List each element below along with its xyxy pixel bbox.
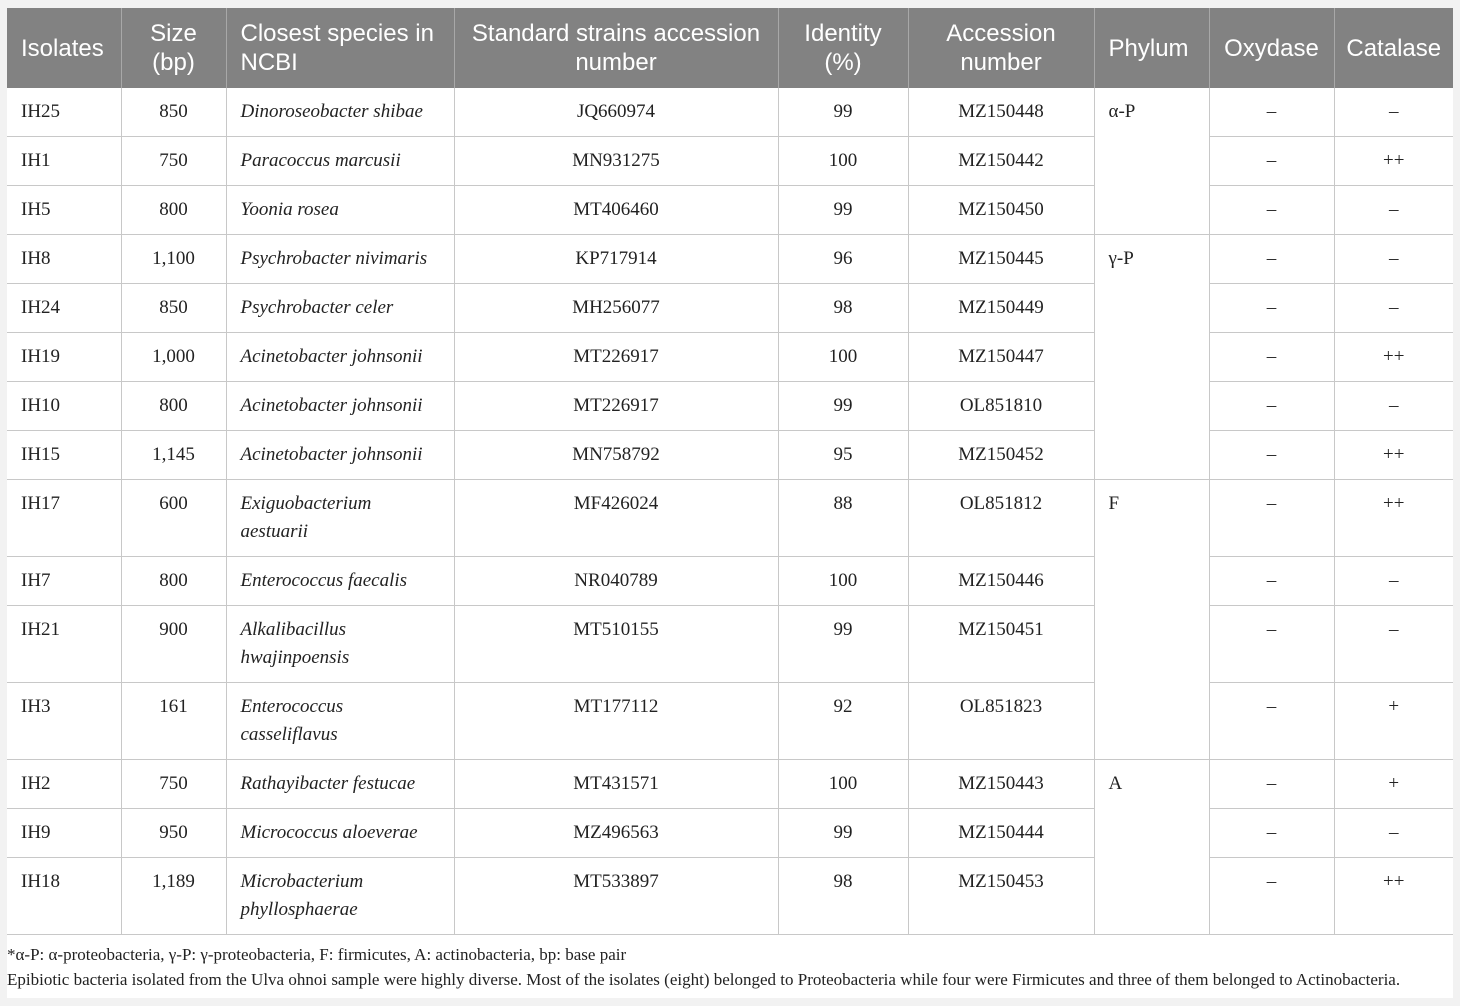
cell-isolate: IH7	[7, 557, 121, 606]
cell-isolate: IH25	[7, 88, 121, 137]
cell-phylum: A	[1094, 760, 1209, 935]
cell-isolate: IH5	[7, 186, 121, 235]
header-accession	[908, 8, 1094, 88]
cell-standard-accession: MT226917	[454, 382, 778, 431]
cell-size: 800	[121, 382, 226, 431]
cell-identity: 98	[778, 284, 908, 333]
cell-accession: MZ150451	[908, 606, 1094, 683]
cell-size: 1,100	[121, 235, 226, 284]
cell-closest-species: Psychrobacter nivimaris	[226, 235, 454, 284]
cell-size: 1,189	[121, 858, 226, 935]
header-closest-species	[226, 8, 454, 88]
cell-catalase: ++	[1334, 480, 1453, 557]
cell-closest-species: Micrococcus aloeverae	[226, 809, 454, 858]
cell-identity: 98	[778, 858, 908, 935]
cell-accession: OL851812	[908, 480, 1094, 557]
cell-standard-accession: MT226917	[454, 333, 778, 382]
cell-catalase: –	[1334, 382, 1453, 431]
cell-size: 850	[121, 88, 226, 137]
cell-oxydase: –	[1209, 431, 1334, 480]
cell-accession: MZ150448	[908, 88, 1094, 137]
cell-accession: OL851823	[908, 683, 1094, 760]
cell-size: 850	[121, 284, 226, 333]
cell-size: 161	[121, 683, 226, 760]
cell-identity: 96	[778, 235, 908, 284]
cell-isolate: IH2	[7, 760, 121, 809]
cell-identity: 100	[778, 333, 908, 382]
table-row	[7, 88, 1453, 137]
table-row	[7, 186, 1453, 235]
cell-catalase: ++	[1334, 333, 1453, 382]
header-phylum: Phylum	[1094, 8, 1209, 88]
cell-accession: MZ150446	[908, 557, 1094, 606]
cell-catalase: –	[1334, 809, 1453, 858]
cell-closest-species: Psychrobacter celer	[226, 284, 454, 333]
table-row	[7, 557, 1453, 606]
table-row	[7, 431, 1453, 480]
cell-isolate: IH1	[7, 137, 121, 186]
cell-identity: 92	[778, 683, 908, 760]
cell-oxydase: –	[1209, 382, 1334, 431]
cell-identity: 99	[778, 88, 908, 137]
cell-size: 900	[121, 606, 226, 683]
cell-accession: MZ150453	[908, 858, 1094, 935]
table-row	[7, 137, 1453, 186]
cell-standard-accession: MT177112	[454, 683, 778, 760]
cell-isolate: IH21	[7, 606, 121, 683]
cell-accession: MZ150445	[908, 235, 1094, 284]
table-body	[7, 88, 1453, 935]
cell-phylum: γ-P	[1094, 235, 1209, 480]
table-row	[7, 333, 1453, 382]
cell-oxydase: –	[1209, 186, 1334, 235]
header-size	[121, 8, 226, 88]
abbreviations-note: *α-P: α-proteobacteria, γ-P: γ-proteobacteria, F: firmicutes, A: actinobacteria, bp: base pair	[7, 945, 627, 964]
table-footnote	[7, 935, 1453, 998]
cell-identity: 99	[778, 606, 908, 683]
cell-closest-species: Microbacterium phyllosphaerae	[226, 858, 454, 935]
table-row	[7, 858, 1453, 935]
cell-identity: 95	[778, 431, 908, 480]
cell-identity: 99	[778, 186, 908, 235]
table-caption: Epibiotic bacteria isolated from the Ulva ohnoi sample were highly diverse. Most of the isolates (eight) belonged to Proteobacteria while four were Firmicutes and three of them belonged to Actinobacteria.	[7, 970, 1401, 989]
cell-oxydase: –	[1209, 557, 1334, 606]
cell-accession: MZ150450	[908, 186, 1094, 235]
cell-accession: MZ150447	[908, 333, 1094, 382]
cell-catalase: ++	[1334, 137, 1453, 186]
header-row	[7, 8, 1453, 88]
cell-closest-species: Alkalibacillus hwajinpoensis	[226, 606, 454, 683]
cell-phylum: α-P	[1094, 88, 1209, 235]
cell-catalase: –	[1334, 284, 1453, 333]
header-identity-text: Identity (%)	[804, 20, 882, 76]
cell-closest-species: Rathayibacter festucae	[226, 760, 454, 809]
cell-standard-accession: MT510155	[454, 606, 778, 683]
cell-standard-accession: MT406460	[454, 186, 778, 235]
cell-standard-accession: MN931275	[454, 137, 778, 186]
cell-isolate: IH24	[7, 284, 121, 333]
cell-catalase: ++	[1334, 431, 1453, 480]
cell-isolate: IH10	[7, 382, 121, 431]
cell-closest-species: Enterococcus casseliflavus	[226, 683, 454, 760]
cell-identity: 100	[778, 760, 908, 809]
header-standard-strains-text: Standard strains accession number	[471, 20, 761, 76]
table-row	[7, 760, 1453, 809]
cell-isolate: IH8	[7, 235, 121, 284]
cell-isolate: IH9	[7, 809, 121, 858]
cell-phylum: F	[1094, 480, 1209, 760]
cell-size: 1,000	[121, 333, 226, 382]
cell-standard-accession: NR040789	[454, 557, 778, 606]
header-identity	[778, 8, 908, 88]
cell-oxydase: –	[1209, 333, 1334, 382]
cell-closest-species: Acinetobacter johnsonii	[226, 431, 454, 480]
cell-closest-species: Paracoccus marcusii	[226, 137, 454, 186]
header-size-text: Size (bp)	[150, 20, 197, 76]
cell-isolate: IH19	[7, 333, 121, 382]
cell-size: 800	[121, 557, 226, 606]
header-standard-strains	[454, 8, 778, 88]
cell-identity: 88	[778, 480, 908, 557]
header-isolates: Isolates	[7, 8, 121, 88]
cell-catalase: –	[1334, 186, 1453, 235]
cell-size: 1,145	[121, 431, 226, 480]
cell-catalase: +	[1334, 760, 1453, 809]
isolates-table	[7, 8, 1453, 935]
cell-accession: MZ150443	[908, 760, 1094, 809]
cell-catalase: –	[1334, 557, 1453, 606]
table-row	[7, 683, 1453, 760]
header-oxydase: Oxydase	[1209, 8, 1334, 88]
cell-isolate: IH17	[7, 480, 121, 557]
cell-identity: 99	[778, 809, 908, 858]
cell-isolate: IH15	[7, 431, 121, 480]
cell-standard-accession: MZ496563	[454, 809, 778, 858]
cell-accession: MZ150442	[908, 137, 1094, 186]
cell-oxydase: –	[1209, 809, 1334, 858]
cell-identity: 99	[778, 382, 908, 431]
cell-catalase: +	[1334, 683, 1453, 760]
cell-size: 750	[121, 137, 226, 186]
cell-standard-accession: MF426024	[454, 480, 778, 557]
cell-oxydase: –	[1209, 683, 1334, 760]
cell-isolate: IH18	[7, 858, 121, 935]
cell-oxydase: –	[1209, 235, 1334, 284]
cell-standard-accession: JQ660974	[454, 88, 778, 137]
table-row	[7, 382, 1453, 431]
cell-closest-species: Acinetobacter johnsonii	[226, 333, 454, 382]
header-accession-text: Accession number	[946, 20, 1056, 76]
cell-closest-species: Yoonia rosea	[226, 186, 454, 235]
cell-closest-species: Exiguobacterium aestuarii	[226, 480, 454, 557]
table-row	[7, 809, 1453, 858]
cell-closest-species: Enterococcus faecalis	[226, 557, 454, 606]
cell-size: 950	[121, 809, 226, 858]
cell-catalase: ++	[1334, 858, 1453, 935]
cell-standard-accession: MT533897	[454, 858, 778, 935]
cell-oxydase: –	[1209, 858, 1334, 935]
table-row	[7, 235, 1453, 284]
cell-standard-accession: KP717914	[454, 235, 778, 284]
cell-accession: MZ150449	[908, 284, 1094, 333]
table-row	[7, 606, 1453, 683]
table-container	[7, 8, 1453, 998]
cell-oxydase: –	[1209, 606, 1334, 683]
table-row	[7, 284, 1453, 333]
cell-accession: OL851810	[908, 382, 1094, 431]
cell-standard-accession: MH256077	[454, 284, 778, 333]
cell-size: 750	[121, 760, 226, 809]
cell-identity: 100	[778, 137, 908, 186]
cell-catalase: –	[1334, 88, 1453, 137]
cell-oxydase: –	[1209, 137, 1334, 186]
cell-oxydase: –	[1209, 284, 1334, 333]
cell-size: 600	[121, 480, 226, 557]
cell-oxydase: –	[1209, 480, 1334, 557]
cell-catalase: –	[1334, 606, 1453, 683]
header-closest-species-text: Closest species in NCBI	[240, 20, 434, 76]
cell-closest-species: Dinoroseobacter shibae	[226, 88, 454, 137]
cell-oxydase: –	[1209, 760, 1334, 809]
cell-standard-accession: MT431571	[454, 760, 778, 809]
cell-standard-accession: MN758792	[454, 431, 778, 480]
cell-size: 800	[121, 186, 226, 235]
cell-identity: 100	[778, 557, 908, 606]
cell-oxydase: –	[1209, 88, 1334, 137]
cell-isolate: IH3	[7, 683, 121, 760]
table-row	[7, 480, 1453, 557]
cell-closest-species: Acinetobacter johnsonii	[226, 382, 454, 431]
header-catalase: Catalase	[1334, 8, 1453, 88]
cell-catalase: –	[1334, 235, 1453, 284]
cell-accession: MZ150444	[908, 809, 1094, 858]
cell-accession: MZ150452	[908, 431, 1094, 480]
